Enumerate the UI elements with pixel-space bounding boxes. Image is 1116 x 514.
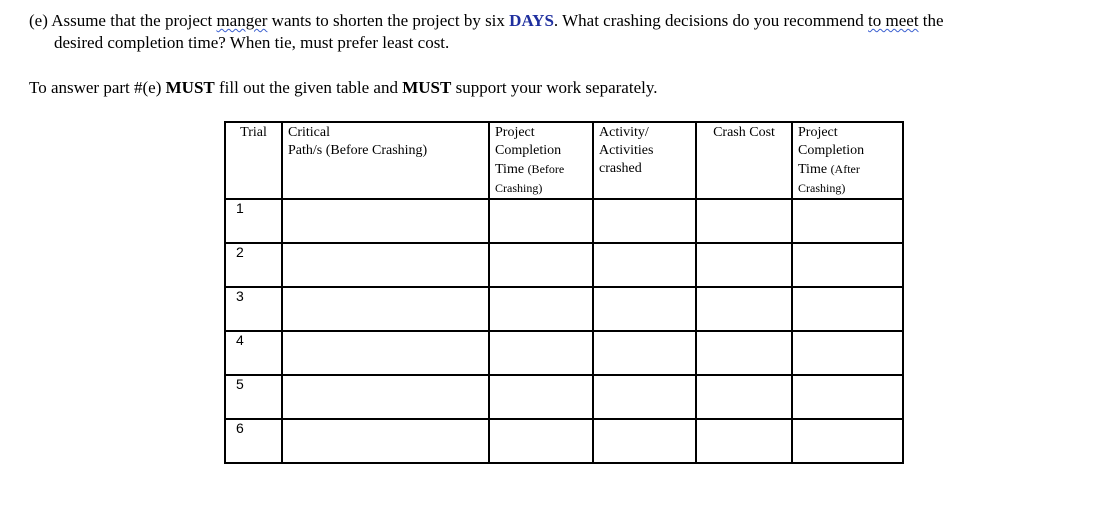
critical-path-cell[interactable] bbox=[282, 419, 489, 463]
crash-cost-cell[interactable] bbox=[696, 375, 792, 419]
instruction-must: MUST bbox=[165, 78, 215, 97]
crashing-table bbox=[224, 121, 904, 464]
completion-before-cell[interactable] bbox=[489, 419, 593, 463]
crash-cost-cell[interactable] bbox=[696, 287, 792, 331]
question-line-2: desired completion time? When tie, must prefer least cost. bbox=[54, 33, 450, 52]
header-completion-before bbox=[489, 122, 593, 199]
completion-after-cell[interactable] bbox=[792, 375, 903, 419]
completion-after-cell[interactable] bbox=[792, 331, 903, 375]
header-activity-line: Activity/ bbox=[599, 125, 649, 140]
critical-path-cell[interactable] bbox=[282, 331, 489, 375]
header-before-line: Time bbox=[495, 162, 525, 177]
header-after-line: Time bbox=[798, 162, 828, 177]
header-after-line: Project bbox=[798, 125, 838, 140]
header-critical-path bbox=[282, 122, 489, 199]
table-row bbox=[225, 199, 903, 243]
question-part: wants to shorten the project by six bbox=[267, 11, 510, 30]
header-trial-label: Trial bbox=[240, 125, 267, 140]
header-crash-cost bbox=[696, 122, 792, 199]
question-part: . What crashing decisions do you recommend bbox=[553, 11, 869, 30]
activities-crashed-cell[interactable] bbox=[593, 243, 696, 287]
instruction-part: fill out the given table and bbox=[214, 78, 403, 97]
critical-path-cell[interactable] bbox=[282, 199, 489, 243]
table-row bbox=[225, 287, 903, 331]
completion-before-cell[interactable] bbox=[489, 287, 593, 331]
instruction-part: support your work separately. bbox=[451, 78, 658, 97]
spellcheck-word: manger bbox=[216, 11, 268, 30]
question-prefix: (e) bbox=[29, 11, 52, 30]
header-activity-line: crashed bbox=[599, 161, 642, 176]
crash-cost-cell[interactable] bbox=[696, 243, 792, 287]
table-row bbox=[225, 375, 903, 419]
instruction-text bbox=[29, 78, 657, 98]
header-before-line: Completion bbox=[495, 143, 562, 158]
table-row bbox=[225, 243, 903, 287]
critical-path-cell[interactable] bbox=[282, 287, 489, 331]
completion-before-cell[interactable] bbox=[489, 199, 593, 243]
header-crash-cost-label: Crash Cost bbox=[713, 125, 775, 140]
completion-before-cell[interactable] bbox=[489, 331, 593, 375]
activities-crashed-cell[interactable] bbox=[593, 331, 696, 375]
header-before-line: (Before bbox=[527, 162, 565, 176]
header-completion-after bbox=[792, 122, 903, 199]
header-after-line: (After bbox=[830, 162, 860, 176]
question-part: Assume that the project bbox=[51, 11, 217, 30]
question-text bbox=[29, 10, 1104, 54]
grammar-phrase: to meet bbox=[868, 11, 919, 30]
activities-crashed-cell[interactable] bbox=[593, 199, 696, 243]
instruction-must: MUST bbox=[402, 78, 452, 97]
table-header-row bbox=[225, 122, 903, 199]
activities-crashed-cell[interactable] bbox=[593, 287, 696, 331]
critical-path-cell[interactable] bbox=[282, 375, 489, 419]
question-part: the bbox=[918, 11, 944, 30]
instruction-part: To answer part #(e) bbox=[29, 78, 166, 97]
completion-before-cell[interactable] bbox=[489, 375, 593, 419]
header-before-line: Crashing) bbox=[495, 181, 543, 195]
header-activities-crashed bbox=[593, 122, 696, 199]
crash-cost-cell[interactable] bbox=[696, 331, 792, 375]
header-after-line: Completion bbox=[798, 143, 865, 158]
header-after-line: Crashing) bbox=[798, 181, 846, 195]
header-trial bbox=[225, 122, 282, 199]
trial-cell: 6 bbox=[225, 419, 282, 463]
trial-cell: 5 bbox=[225, 375, 282, 419]
trial-cell: 2 bbox=[225, 243, 282, 287]
trial-cell: 3 bbox=[225, 287, 282, 331]
crash-cost-cell[interactable] bbox=[696, 419, 792, 463]
crash-cost-cell[interactable] bbox=[696, 199, 792, 243]
trial-cell: 1 bbox=[225, 199, 282, 243]
activities-crashed-cell[interactable] bbox=[593, 419, 696, 463]
completion-after-cell[interactable] bbox=[792, 287, 903, 331]
trial-cell: 4 bbox=[225, 331, 282, 375]
header-activity-line: Activities bbox=[599, 143, 654, 158]
header-critical-line: Critical bbox=[288, 125, 330, 140]
activities-crashed-cell[interactable] bbox=[593, 375, 696, 419]
header-critical-line: Path/s (Before Crashing) bbox=[288, 143, 428, 158]
completion-before-cell[interactable] bbox=[489, 243, 593, 287]
critical-path-cell[interactable] bbox=[282, 243, 489, 287]
table-row bbox=[225, 419, 903, 463]
completion-after-cell[interactable] bbox=[792, 419, 903, 463]
header-before-line: Project bbox=[495, 125, 535, 140]
table-row bbox=[225, 331, 903, 375]
question-line-1 bbox=[29, 10, 1104, 32]
completion-after-cell[interactable] bbox=[792, 243, 903, 287]
completion-after-cell[interactable] bbox=[792, 199, 903, 243]
emphasis-days: DAYS bbox=[509, 11, 554, 30]
